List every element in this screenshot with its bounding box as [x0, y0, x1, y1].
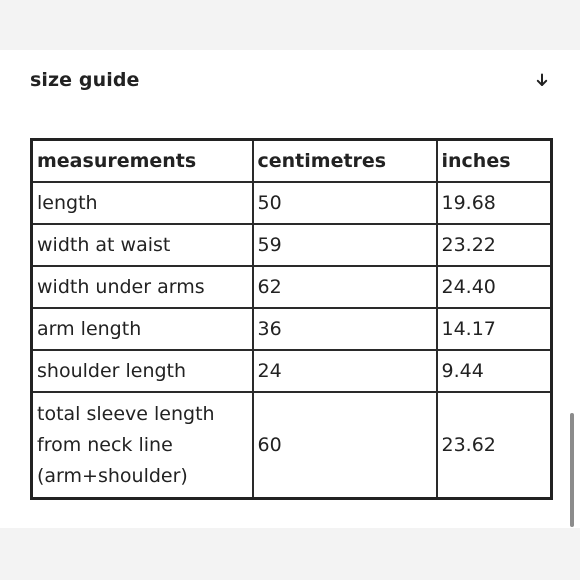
- measurement-cell: length: [32, 182, 253, 224]
- centimetres-cell: 36: [253, 308, 437, 350]
- measurement-cell: arm length: [32, 308, 253, 350]
- inches-cell: 9.44: [437, 350, 552, 392]
- inches-cell: 14.17: [437, 308, 552, 350]
- inches-cell: 23.62: [437, 392, 552, 499]
- column-header: inches: [437, 140, 552, 183]
- measurement-cell: shoulder length: [32, 350, 253, 392]
- size-table: [30, 138, 553, 500]
- table-row: [32, 224, 552, 266]
- column-header: measurements: [32, 140, 253, 183]
- table-row: [32, 182, 552, 224]
- size-guide-header[interactable]: [30, 66, 550, 94]
- centimetres-cell: 62: [253, 266, 437, 308]
- inches-cell: 23.22: [437, 224, 552, 266]
- centimetres-cell: 59: [253, 224, 437, 266]
- measurement-cell: width under arms: [32, 266, 253, 308]
- centimetres-cell: 60: [253, 392, 437, 499]
- inches-cell: 24.40: [437, 266, 552, 308]
- column-header: centimetres: [253, 140, 437, 183]
- centimetres-cell: 50: [253, 182, 437, 224]
- table-row: [32, 350, 552, 392]
- table-header-row: [32, 140, 552, 183]
- size-table-container: [30, 138, 553, 500]
- scrollbar-thumb[interactable]: [570, 413, 574, 527]
- size-guide-title: size guide: [30, 69, 140, 91]
- measurement-cell: total sleeve length from neck line (arm+shoulder): [32, 392, 253, 499]
- table-row: [32, 308, 552, 350]
- arrow-down-icon[interactable]: [530, 68, 554, 92]
- table-row: [32, 266, 552, 308]
- inches-cell: 19.68: [437, 182, 552, 224]
- measurement-cell: width at waist: [32, 224, 253, 266]
- centimetres-cell: 24: [253, 350, 437, 392]
- table-row: [32, 392, 552, 499]
